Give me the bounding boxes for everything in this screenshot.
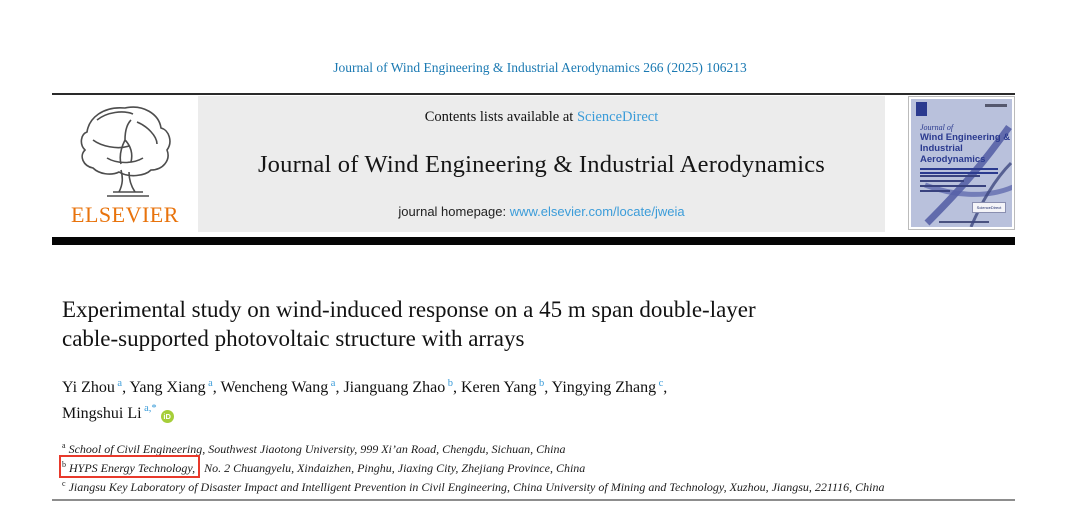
journal-header bbox=[52, 96, 1015, 232]
author-line-1 bbox=[62, 373, 962, 398]
author-line-2 bbox=[62, 398, 962, 423]
article-title-line1: Experimental study on wind-induced response on a 45 m span double-layer bbox=[62, 297, 756, 322]
author-affil-sup: a bbox=[117, 378, 123, 389]
author-affil-sup: a,* bbox=[144, 403, 157, 415]
elsevier-logo[interactable] bbox=[52, 96, 198, 232]
elsevier-tree-icon bbox=[73, 100, 177, 200]
contents-prefix: Contents lists available at bbox=[424, 109, 577, 125]
header-bottom-bar bbox=[52, 237, 1015, 245]
author-list bbox=[62, 373, 962, 424]
cover-title-line1: Journal of bbox=[920, 123, 954, 132]
journal-title: Journal of Wind Engineering & Industrial Aerodynamics bbox=[257, 151, 826, 178]
homepage-link[interactable]: www.elsevier.com/locate/jweia bbox=[509, 204, 685, 219]
cover-caption-bars bbox=[920, 168, 998, 174]
cover-title-line2: Wind Engineering & bbox=[920, 132, 1011, 143]
red-highlight-box: $^b$ HYPS Energy Technology, bbox=[59, 455, 200, 478]
journal-banner bbox=[198, 96, 885, 232]
author: Wencheng Wang $^a$, bbox=[220, 378, 344, 397]
cover-title-line3: Industrial Aerodynamics bbox=[920, 143, 986, 165]
author-affil-sup: b bbox=[447, 378, 453, 389]
author: Keren Yang $^b$, bbox=[460, 378, 552, 397]
affiliation-a: $^a$ School of Civil Engineering, Southwest Jiaotong University, 999 Xi’an Road, Chengdu, Sichuan, China bbox=[62, 441, 566, 456]
author: Yi Zhou $^a$, bbox=[62, 378, 130, 397]
cover-sciencedirect-badge: ScienceDirect bbox=[972, 202, 1006, 213]
author-affil-sup: a bbox=[208, 378, 213, 389]
author-affil-sup: b bbox=[539, 378, 545, 389]
orcid-icon[interactable]: iD bbox=[161, 410, 174, 423]
author: Mingshui Li $^{a,*}$ bbox=[62, 403, 157, 422]
article-title bbox=[62, 295, 942, 353]
elsevier-wordmark: ELSEVIER bbox=[71, 202, 179, 227]
author: Yingying Zhang $^c$, bbox=[551, 378, 668, 397]
section-divider bbox=[52, 499, 1015, 501]
author-affil-sup: a bbox=[330, 378, 336, 389]
affiliation-list bbox=[62, 438, 1022, 495]
top-divider bbox=[52, 93, 1015, 95]
contents-line bbox=[425, 109, 659, 126]
homepage-line bbox=[398, 204, 684, 219]
journal-cover bbox=[911, 99, 1012, 227]
cover-title-block bbox=[911, 123, 1012, 174]
sciencedirect-link[interactable]: ScienceDirect bbox=[576, 109, 659, 125]
cover-editor-lines bbox=[920, 175, 986, 195]
journal-cover-thumbnail[interactable] bbox=[908, 96, 1015, 230]
running-head-citation: Journal of Wind Engineering & Industrial Aerodynamics 266 (2025) 106213 bbox=[333, 60, 747, 75]
homepage-prefix: journal homepage: bbox=[398, 204, 510, 219]
affiliation-c: $^c$ Jiangsu Key Laboratory of Disaster Impact and Intelligent Prevention in Civil Engineering, China University of Mining and Technology, Xuzhou, Jiangsu, 221116, China bbox=[62, 479, 885, 494]
author: Yang Xiang $^a$, bbox=[129, 378, 221, 397]
author: Jianguang Zhao $^b$, bbox=[343, 378, 461, 397]
article-title-line2: cable-supported photovoltaic structure with arrays bbox=[62, 326, 525, 351]
author-affil-sup: c bbox=[658, 378, 664, 389]
affiliation-b: $^b$ HYPS Energy Technology, No. 2 Chuangyelu, Xindaizhen, Pinghu, Jiaxing City, Zhejiang Province, China bbox=[62, 457, 1022, 476]
